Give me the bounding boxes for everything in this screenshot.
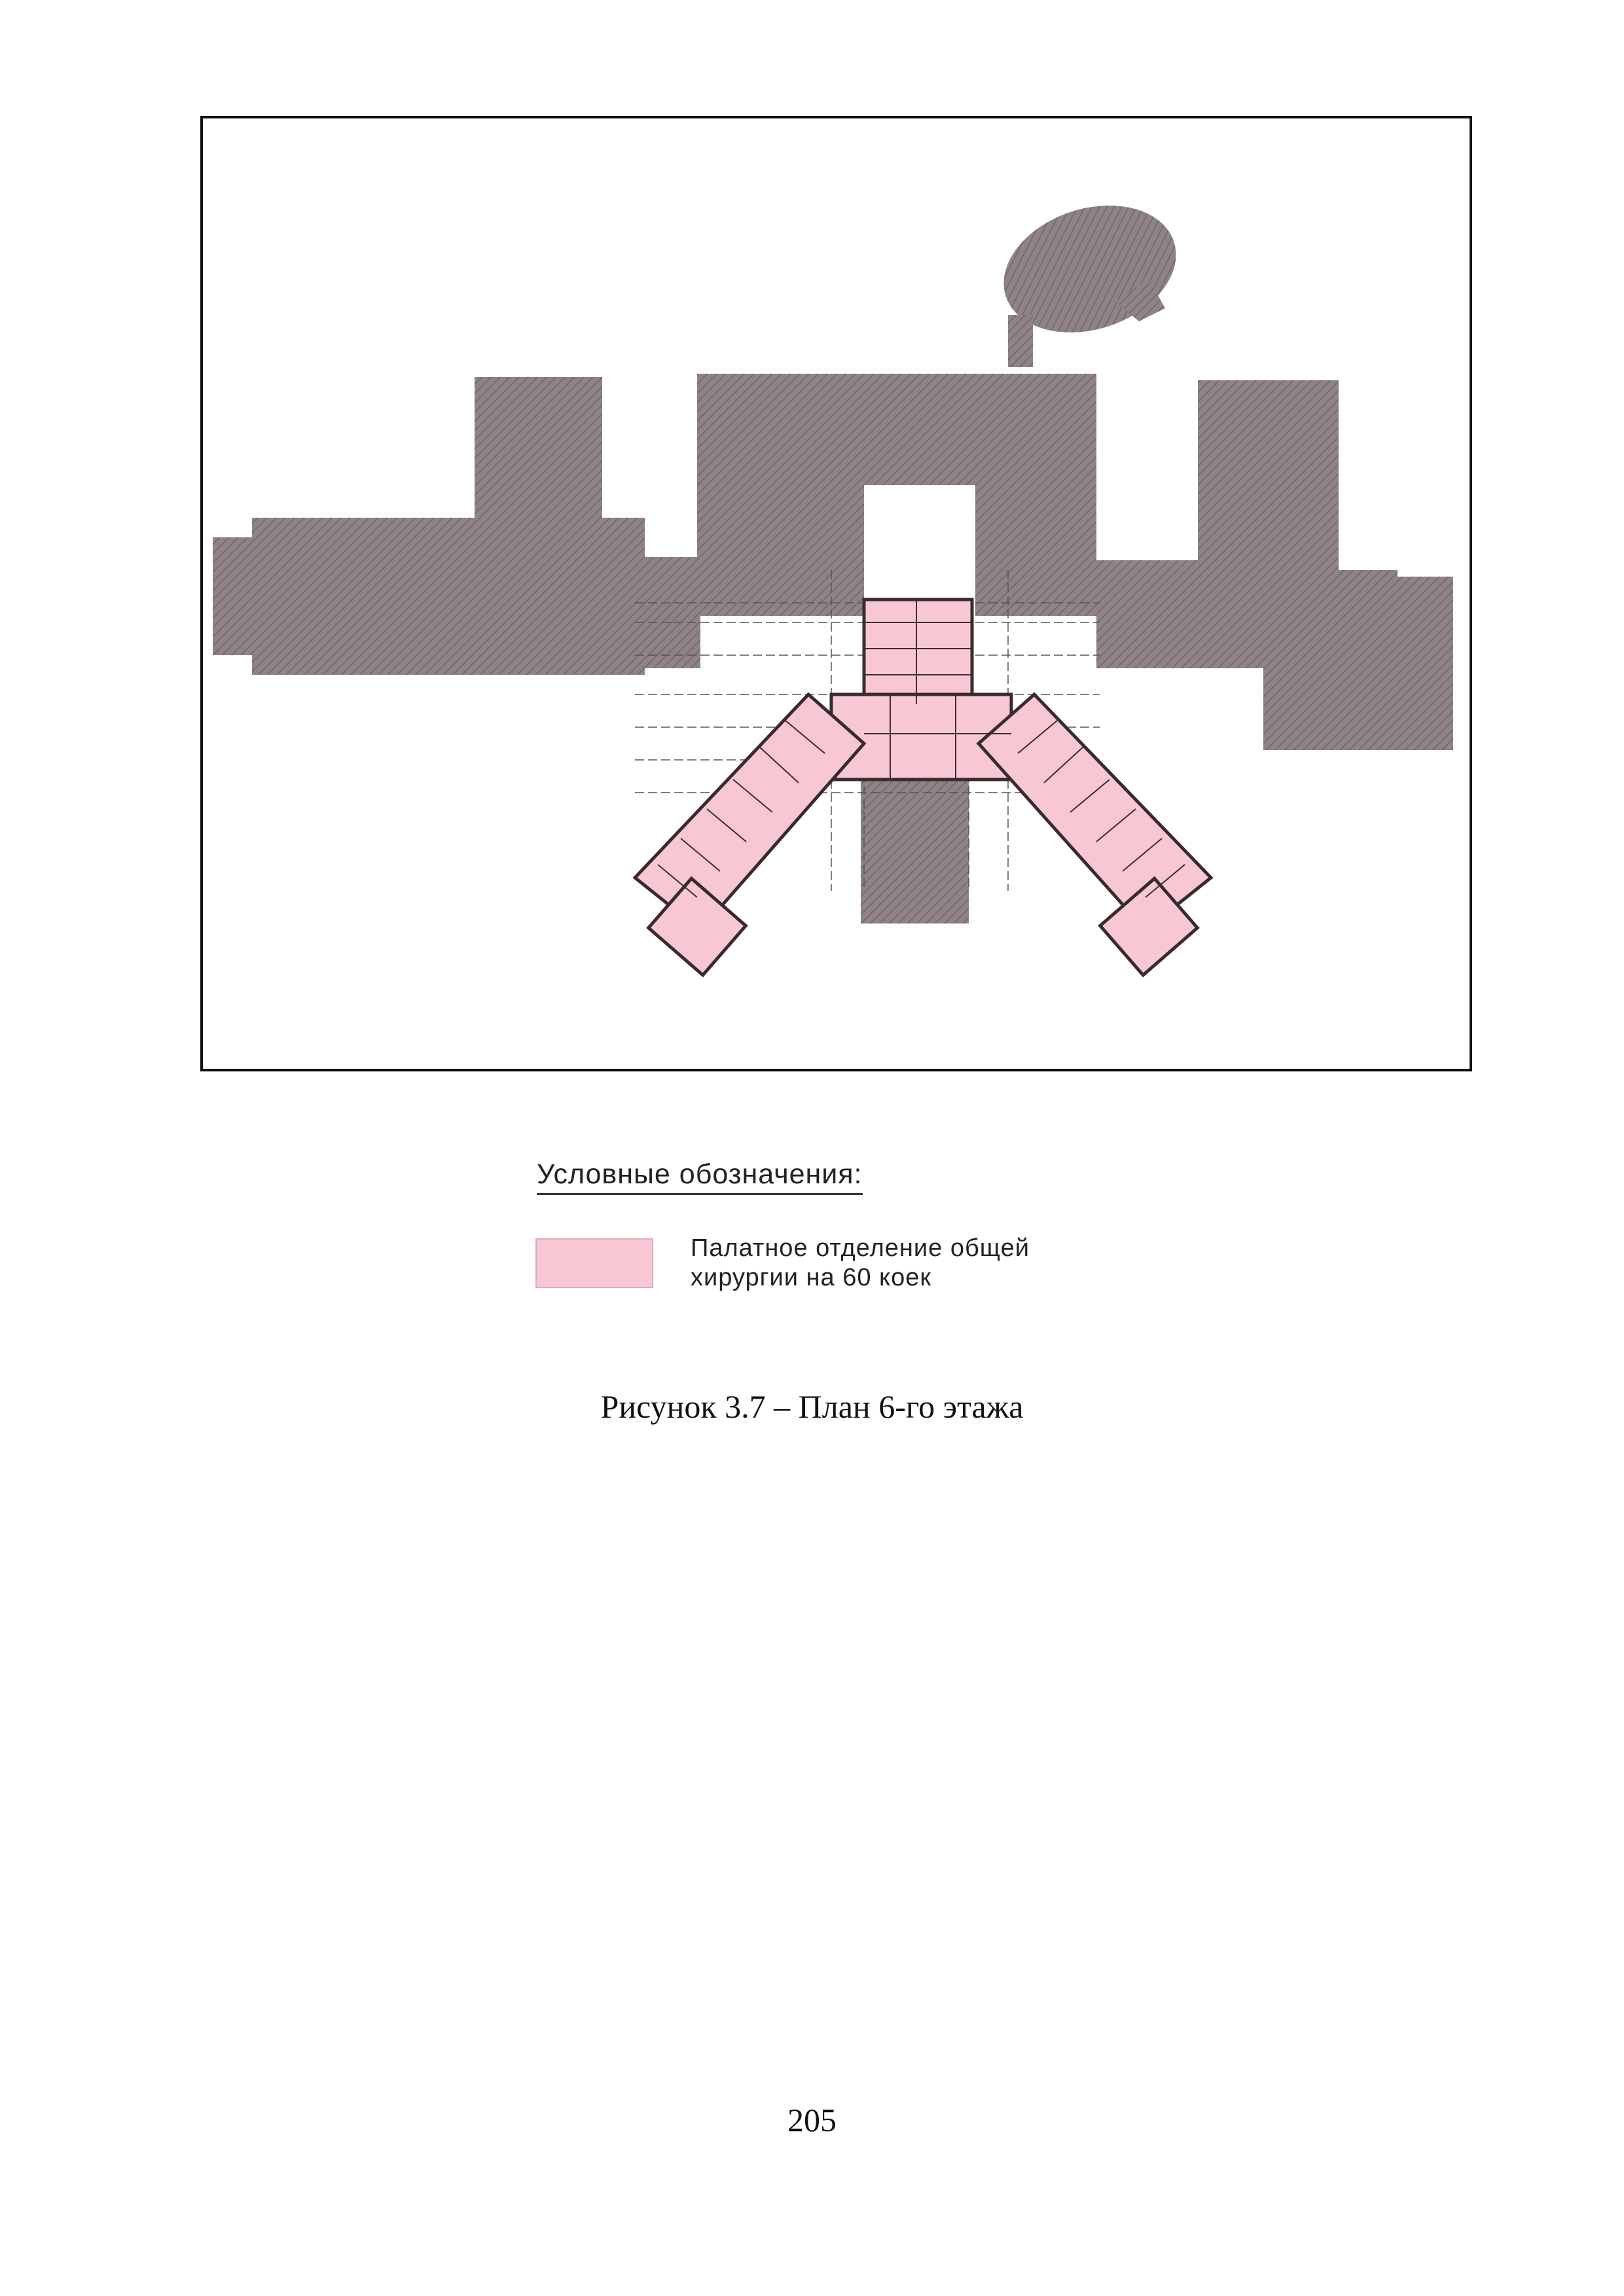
connector-neck [1008,315,1033,367]
figure-caption: Рисунок 3.7 – План 6-го этажа [600,1388,1024,1425]
far-right-block [1263,577,1453,750]
left-tall-block [475,377,602,675]
floor-plan-drawing [203,118,1470,1069]
page-number: 205 [787,2102,837,2138]
central-u-block [697,374,1096,616]
left-wing-building [213,537,252,655]
right-connector [1096,560,1198,668]
ward-left-wing [635,694,864,930]
floor-plan-figure [200,116,1472,1071]
south-courtyard-block [861,773,969,924]
legend-label-ward: Палатное отделение общей хирургии на 60 коек [691,1234,1030,1291]
ward-central-tower [864,600,972,704]
legend-title: Условные обозначения: [537,1158,863,1195]
legend-swatch-ward [535,1238,653,1288]
existing-buildings [213,185,1453,924]
ward-right-wing [979,694,1211,930]
left-connector [596,557,700,668]
